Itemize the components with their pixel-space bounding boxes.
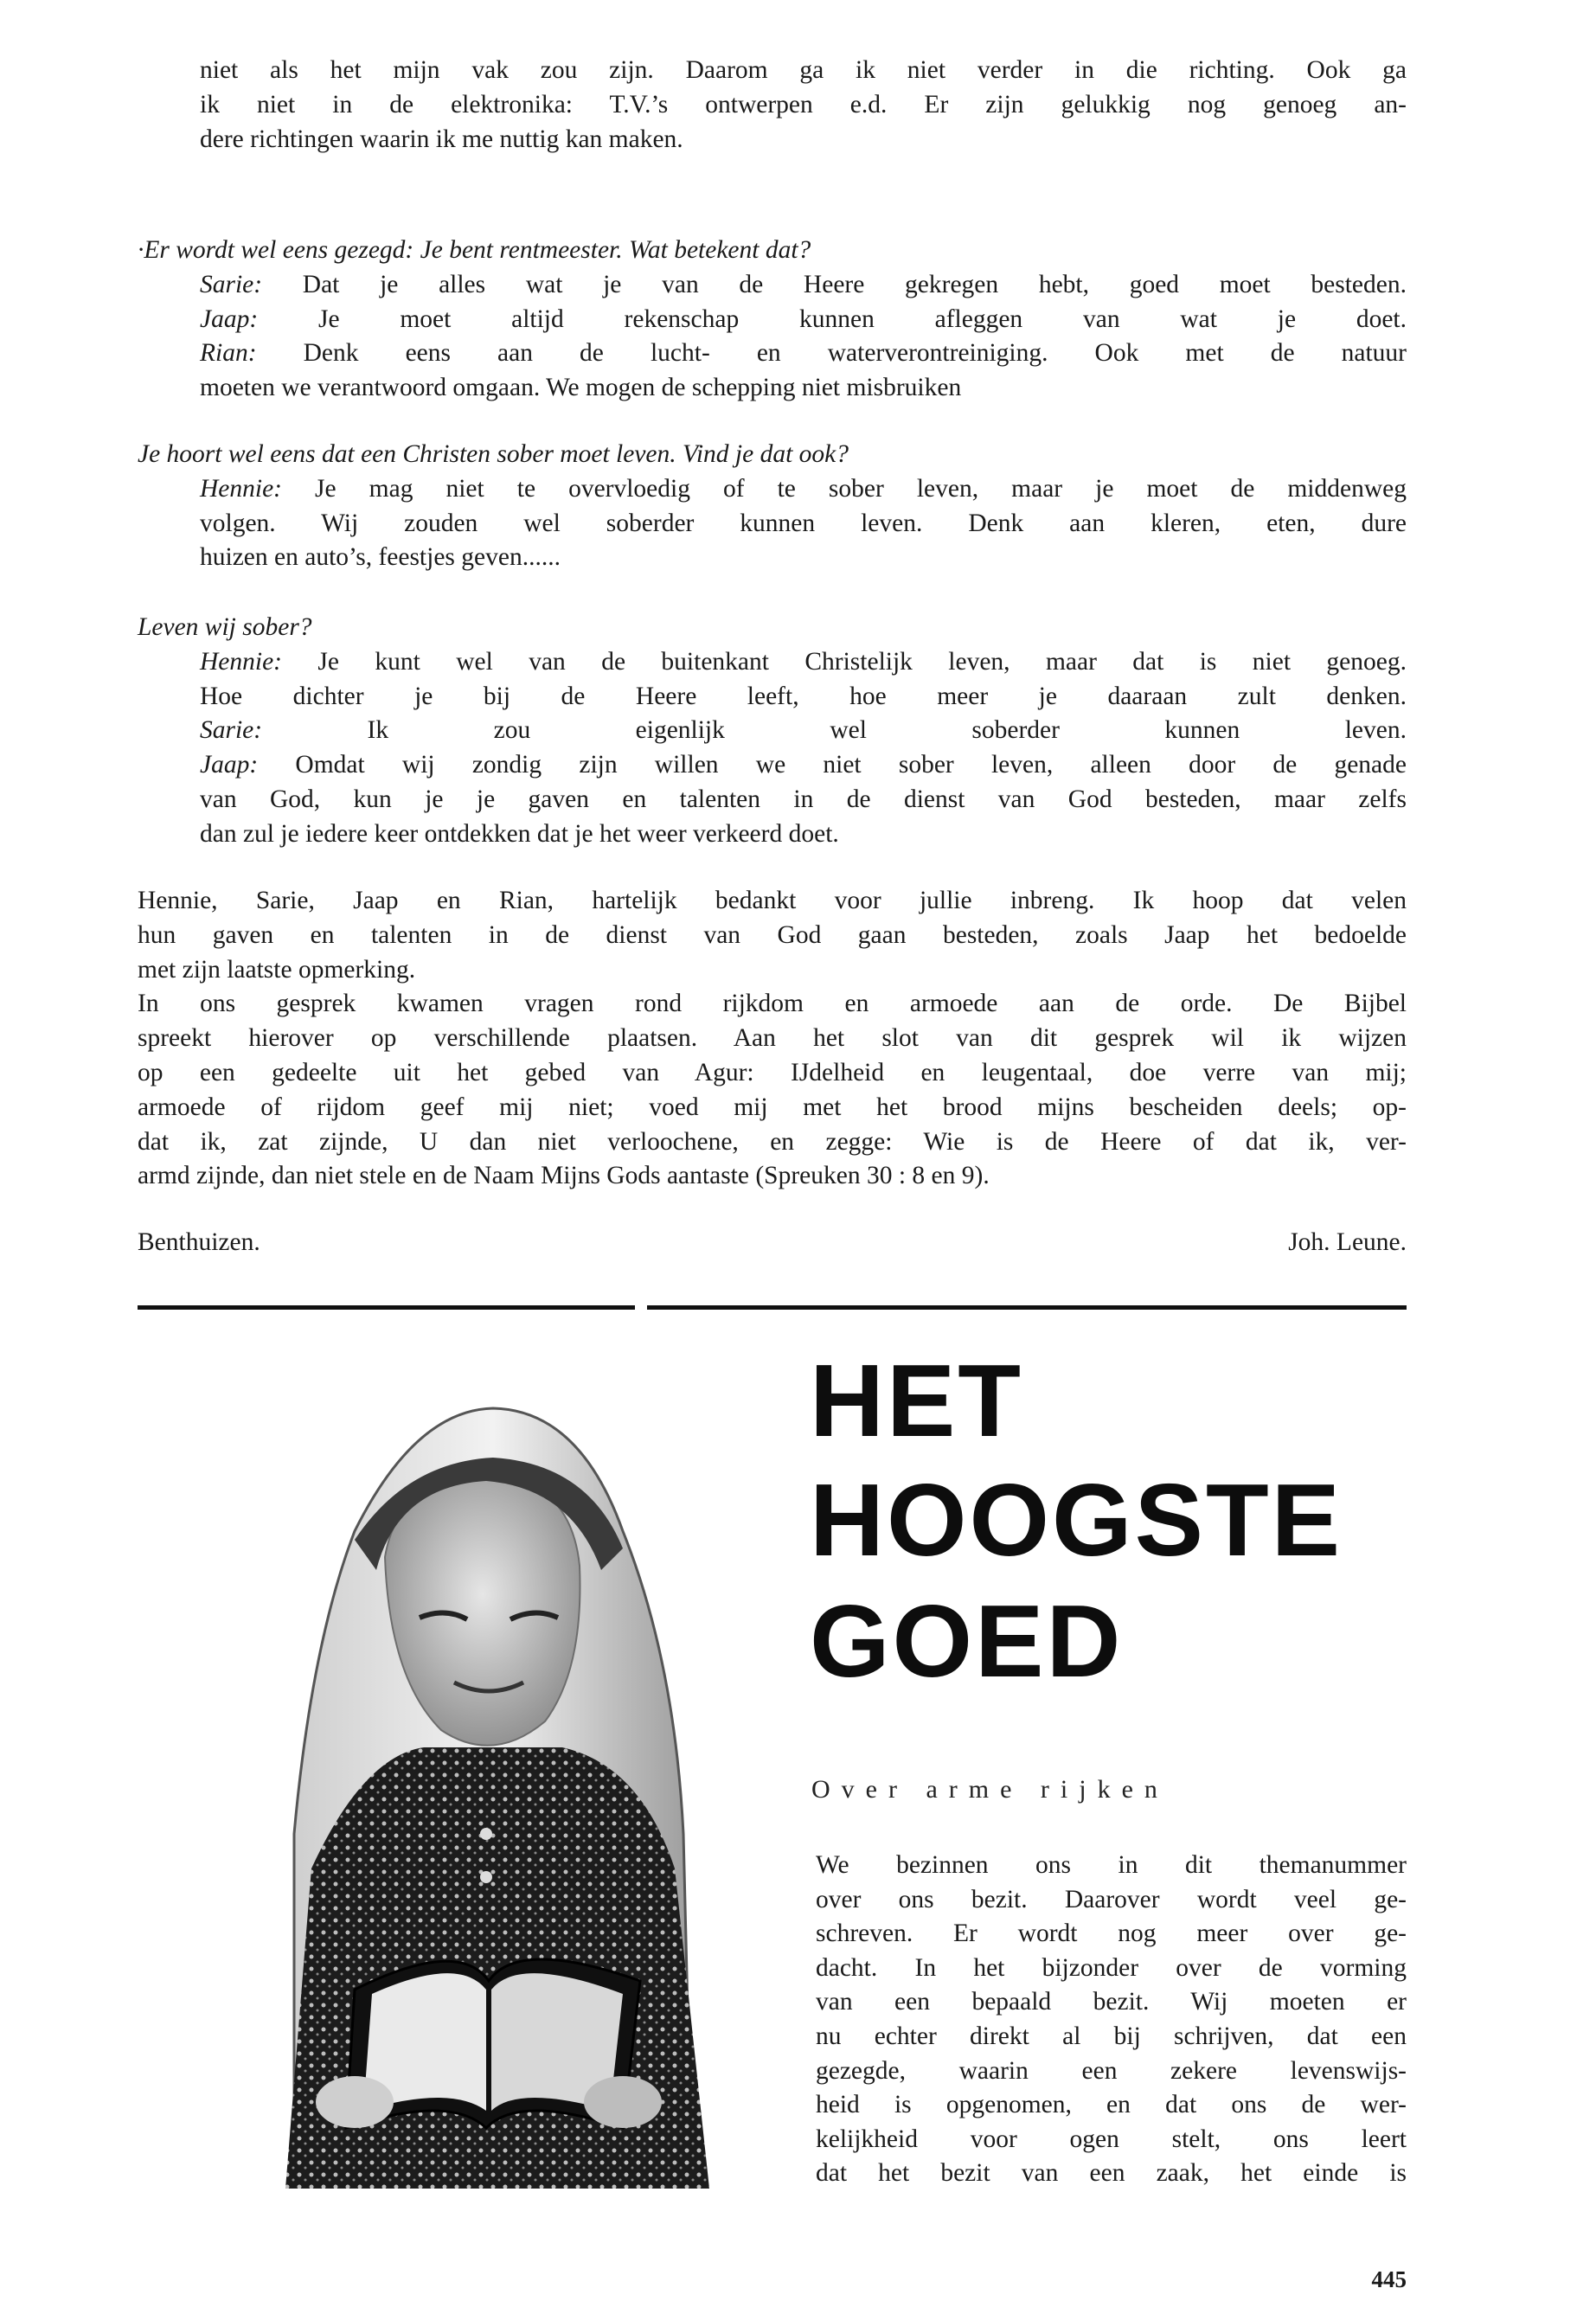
- text-line: [138, 680, 1407, 715]
- article-title-line-3: GOED: [810, 1584, 1124, 1699]
- speaker-name: Hennie:: [200, 474, 283, 503]
- text-line: [138, 88, 1407, 123]
- divider-rule: [647, 1305, 1407, 1310]
- line-text: spreekt hierover op verschillende plaatsen. Aan het slot van dit gesprek wil ik wijzen: [138, 1024, 1407, 1053]
- line-text: In ons gesprek kwamen vragen rond rijkdom en armoede aan de orde. De Bijbel: [138, 990, 1407, 1018]
- text-line: [138, 507, 1407, 542]
- line-text: Omdat wij zondig zijn willen we niet sober leven, alleen door de genade: [258, 751, 1407, 779]
- line-text: Hoe dichter je bij de Heere leeft, hoe meer je daaraan zult denken.: [200, 682, 1407, 710]
- divider-rule: [138, 1305, 635, 1310]
- text-line: [816, 2020, 1407, 2054]
- text-line: [138, 1125, 1407, 1160]
- line-text: gezegde, waarin een zekere levenswijs-: [816, 2056, 1407, 2085]
- speaker-name: Jaap:: [200, 751, 259, 779]
- text-line: [138, 1056, 1407, 1091]
- text-line: [138, 953, 1407, 988]
- line-text: We bezinnen ons in dit themanummer: [816, 1851, 1407, 1879]
- text-line: [816, 2123, 1407, 2157]
- place-signature: Benthuizen.: [138, 1228, 260, 1256]
- line-text: op een gedeelte uit het gebed van Agur: IJdelheid en leugentaal, doe verre van mij;: [138, 1058, 1407, 1086]
- text-line: [138, 1159, 1407, 1194]
- line-text: hun gaven en talenten in de dienst van God gaan besteden, zoals Jaap het bedoelde: [138, 920, 1407, 949]
- text-line: [816, 1985, 1407, 2020]
- line-text: moeten we verantwoord omgaan. We mogen de schepping niet misbruiken: [200, 374, 962, 402]
- text-line: [138, 268, 1407, 303]
- text-line: [138, 783, 1407, 817]
- text-line: [138, 884, 1407, 919]
- text-line: [816, 2054, 1407, 2089]
- line-text: Ik zou eigenlijk wel soberder kunnen leven.: [262, 716, 1407, 745]
- speaker-name: Hennie:: [200, 647, 283, 676]
- text-line: [816, 2157, 1407, 2191]
- line-text: Je kunt wel van de buitenkant Christelijk leven, maar dat is niet genoeg.: [282, 647, 1407, 676]
- question: Leven wij sober?: [138, 613, 312, 641]
- text-line: [138, 987, 1407, 1022]
- line-text: over ons bezit. Daarover wordt veel ge-: [816, 1885, 1407, 1913]
- line-text: niet als het mijn vak zou zijn. Daarom ga ik niet verder in die richting. Ook ga: [200, 56, 1407, 84]
- line-text: dat ik, zat zijnde, U dan niet verloochene, en zegge: Wie is de Heere of dat ik, ver-: [138, 1127, 1407, 1156]
- line-text: Je mag niet te overvloedig of te sober leven, maar je moet de middenweg: [282, 474, 1407, 503]
- text-line: [138, 1022, 1407, 1056]
- line-text: dacht. In het bijzonder over de vorming: [816, 1953, 1407, 1982]
- question-block-rentmeester: [138, 234, 1407, 406]
- closing-paragraph: [138, 884, 1407, 1194]
- line-text: Je moet altijd rekenschap kunnen afleggen van wat je doet.: [258, 304, 1407, 333]
- text-line: [138, 748, 1407, 783]
- line-text: ik niet in de elektronika: T.V.’s ontwerpen e.d. Er zijn gelukkig nog genoeg an-: [200, 90, 1407, 119]
- text-line: [816, 1883, 1407, 1918]
- line-text: Denk eens aan de lucht- en waterverontreiniging. Ook met de natuur: [256, 339, 1407, 368]
- text-line: [138, 371, 1407, 406]
- text-line: [816, 1849, 1407, 1883]
- text-line: [816, 1917, 1407, 1952]
- article-title-line-2: HOOGSTE: [810, 1463, 1343, 1578]
- line-text: dat het bezit van een zaak, het einde is: [816, 2159, 1407, 2188]
- speaker-name: Jaap:: [200, 304, 259, 333]
- text-line: [138, 919, 1407, 953]
- text-line: [138, 645, 1407, 680]
- text-line: [816, 1952, 1407, 1986]
- author-signature: Joh. Leune.: [1288, 1228, 1407, 1256]
- question-block-sober: [138, 438, 1407, 575]
- line-text: huizen en auto’s, feestjes geven......: [200, 543, 561, 572]
- text-line: [138, 123, 1407, 157]
- speaker-name: Sarie:: [200, 270, 263, 298]
- line-text: van God, kun je je gaven en talenten in de dienst van God besteden, maar zelfs: [200, 785, 1407, 813]
- line-text: armd zijnde, dan niet stele en de Naam Mijns Gods aantaste (Spreuken 30 : 8 en 9).: [138, 1162, 990, 1190]
- question-block-leven-wij-sober: [138, 611, 1407, 852]
- line-text: volgen. Wij zouden wel soberder kunnen leven. Denk aan kleren, eten, dure: [200, 509, 1407, 537]
- line-text: Dat je alles wat je van de Heere gekregen hebt, goed moet besteden.: [262, 270, 1407, 298]
- line-text: Hennie, Sarie, Jaap en Rian, hartelijk bedankt voor jullie inbreng. Ik hoop dat velen: [138, 887, 1407, 914]
- article-subtitle: Over arme rijken: [811, 1775, 1169, 1804]
- article-body-column: [816, 1849, 1407, 2191]
- text-line: [816, 2088, 1407, 2123]
- text-line: [138, 303, 1407, 337]
- question: ·Er wordt wel eens gezegd: Je bent rentmeester. Wat betekent dat?: [138, 236, 811, 264]
- text-line: [138, 472, 1407, 507]
- line-text: armoede of rijdom geef mij niet; voed mij met het brood mijns bescheiden deels; op-: [138, 1093, 1407, 1121]
- text-line: [138, 336, 1407, 371]
- text-line: [138, 541, 1407, 575]
- line-text: nu echter direkt al bij schrijven, dat een: [816, 2022, 1407, 2050]
- speaker-name: Rian:: [200, 339, 257, 368]
- text-line: [138, 54, 1407, 88]
- line-text: met zijn laatste opmerking.: [138, 955, 416, 984]
- line-text: kelijkheid voor ogen stelt, ons leert: [816, 2125, 1407, 2153]
- speaker-name: Sarie:: [200, 716, 263, 745]
- text-line: [138, 817, 1407, 852]
- line-text: schreven. Er wordt nog meer over ge-: [816, 1920, 1407, 1948]
- line-text: dere richtingen waarin ik me nuttig kan maken.: [200, 125, 683, 153]
- question: Je hoort wel eens dat een Christen sober moet leven. Vind je dat ook?: [138, 440, 849, 468]
- page-number: 445: [1371, 2266, 1407, 2292]
- line-text: van een bepaald bezit. Wij moeten er: [816, 1988, 1407, 2016]
- text-line: [138, 1091, 1407, 1125]
- article-title-line-1: HET: [810, 1343, 1023, 1458]
- intro-paragraph: [138, 54, 1407, 157]
- photo-woman-reading: [260, 1384, 727, 2189]
- line-text: dan zul je iedere keer ontdekken dat je het weer verkeerd doet.: [200, 819, 839, 848]
- line-text: heid is opgenomen, en dat ons de wer-: [816, 2091, 1407, 2119]
- text-line: [138, 714, 1407, 748]
